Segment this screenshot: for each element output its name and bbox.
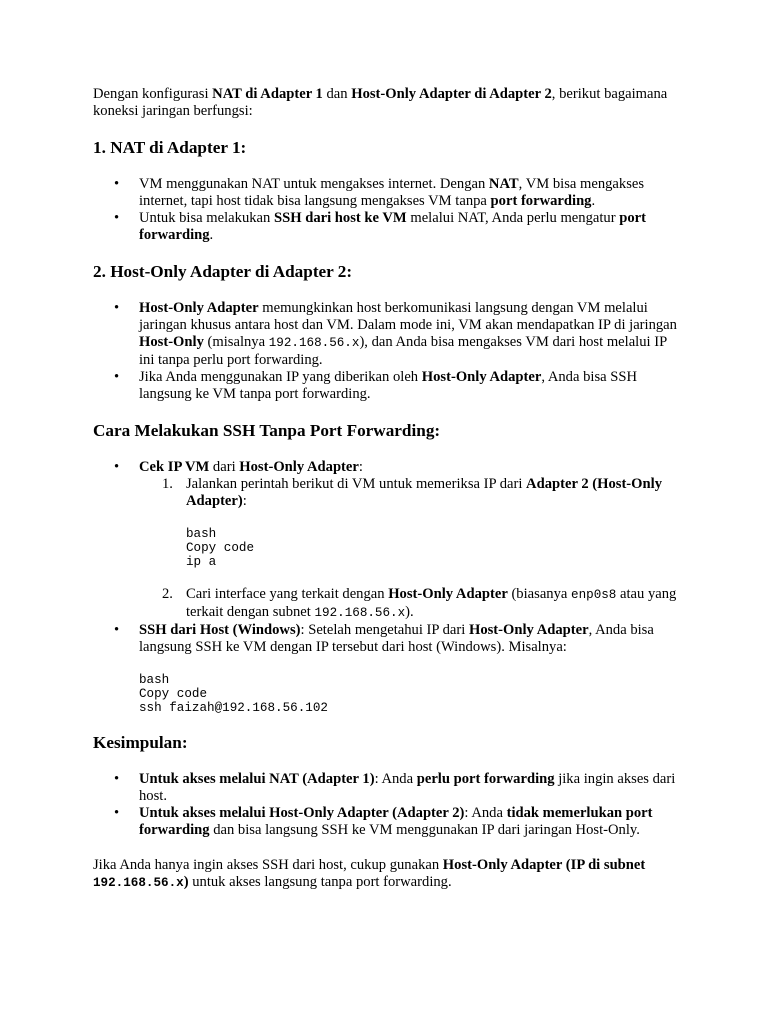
- intro-bold-hostonly: Host-Only Adapter di Adapter 2: [351, 86, 552, 102]
- numbered-step: [162, 586, 683, 622]
- item-bold: Host-Only Adapter: [468, 622, 589, 638]
- item-text: Cari interface yang terkait dengan: [186, 586, 389, 602]
- nat-bullet-list: [93, 176, 683, 244]
- item-bold: perlu port forwarding: [416, 771, 555, 787]
- intro-text-1: Dengan konfigurasi: [93, 86, 213, 102]
- code-block: bash Copy code ssh faizah@192.168.56.102: [139, 673, 328, 715]
- item-text: Jika Anda menggunakan IP yang diberikan oleh: [139, 369, 422, 385]
- document-page: [93, 86, 683, 892]
- item-text: ).: [405, 604, 414, 620]
- item-text: :: [358, 459, 363, 475]
- final-paragraph: [93, 857, 683, 892]
- item-text: (biasanya: [507, 586, 572, 602]
- item-bold: Untuk akses melalui Host-Only Adapter (Adapter 2): [139, 805, 465, 821]
- item-bold: NAT: [488, 176, 519, 192]
- step-number: 1.: [162, 476, 173, 492]
- numbered-steps: [139, 476, 683, 622]
- intro-paragraph: [93, 86, 683, 120]
- list-item: [139, 369, 683, 403]
- item-text: ), dan Anda bisa mengakses VM dari host melalui IP ini tanpa perlu port forwarding.: [139, 334, 667, 368]
- item-bold: Host-Only Adapter: [139, 300, 259, 316]
- code-block: bash Copy code ip a: [186, 527, 255, 569]
- item-text: : Anda: [464, 805, 507, 821]
- item-bold: Adapter 2 (Host-Only Adapter): [186, 476, 662, 509]
- item-bold: Host-Only Adapter: [421, 369, 542, 385]
- item-text: Jalankan perintah berikut di VM untuk memeriksa IP dari: [186, 476, 527, 492]
- section-heading-nat: 1. NAT di Adapter 1:: [93, 138, 247, 157]
- inline-code: enp0s8: [571, 588, 617, 602]
- item-bold: SSH dari host ke VM: [273, 210, 407, 226]
- inline-code: 192.168.56.x: [93, 876, 184, 890]
- list-item: [139, 176, 683, 210]
- item-bold: SSH dari Host (Windows): [139, 622, 301, 638]
- inline-code: 192.168.56.x: [268, 336, 360, 350]
- item-bold: port forwarding: [490, 193, 592, 209]
- step-number: 2.: [162, 586, 173, 602]
- final-text: untuk akses langsung tanpa port forwarding.: [188, 874, 452, 890]
- list-item: [139, 805, 683, 839]
- list-item: [139, 210, 683, 244]
- list-item: [139, 622, 683, 715]
- item-text: : Setelah mengetahui IP dari: [300, 622, 469, 638]
- item-text: .: [209, 227, 214, 243]
- item-text: , Anda bisa SSH langsung ke VM tanpa port forwarding.: [139, 369, 638, 402]
- item-text: VM menggunakan NAT untuk mengakses internet. Dengan: [139, 176, 489, 192]
- item-bold: Host-Only Adapter: [239, 459, 359, 475]
- kesimpulan-bullet-list: [93, 771, 683, 839]
- item-bold: Untuk akses melalui NAT (Adapter 1): [139, 771, 375, 787]
- intro-text-3: , berikut bagaimana koneksi jaringan berfungsi:: [93, 86, 668, 119]
- section-heading-ssh: Cara Melakukan SSH Tanpa Port Forwarding:: [93, 421, 441, 440]
- item-bold: tidak memerlukan port forwarding: [139, 805, 653, 838]
- inline-code: 192.168.56.x: [314, 606, 406, 620]
- item-text: melalui NAT, Anda perlu mengatur: [406, 210, 620, 226]
- hostonly-bullet-list: [93, 300, 683, 403]
- item-text: , Anda bisa langsung SSH ke VM dengan IP tersebut dari host (Windows). Misalnya:: [139, 622, 654, 655]
- final-text: Jika Anda hanya ingin akses SSH dari host, cukup gunakan: [93, 857, 443, 873]
- list-item: [139, 300, 683, 369]
- item-text: dari: [209, 459, 240, 475]
- item-text: memungkinkan host berkomunikasi langsung dengan VM melalui jaringan khusus antara host dan VM. Dalam mode ini, VM akan mendapatkan IP di jaringan: [139, 300, 677, 333]
- list-item: [139, 771, 683, 805]
- item-text: jika ingin akses dari host.: [139, 771, 676, 804]
- item-text: : Anda: [374, 771, 417, 787]
- intro-bold-nat: NAT di Adapter 1: [212, 86, 323, 102]
- section-heading-kesimpulan: Kesimpulan:: [93, 733, 188, 752]
- item-text: :: [242, 493, 247, 509]
- item-text: (misalnya: [203, 334, 269, 350]
- ssh-bullet-list: [93, 459, 683, 715]
- item-text: .: [591, 193, 596, 209]
- list-item: [139, 459, 683, 622]
- item-bold: port forwarding: [139, 210, 646, 243]
- numbered-step: [162, 476, 683, 569]
- item-bold: Host-Only: [139, 334, 204, 350]
- section-heading-hostonly: 2. Host-Only Adapter di Adapter 2:: [93, 262, 353, 281]
- item-bold: Host-Only Adapter: [388, 586, 508, 602]
- item-text: atau yang terkait dengan subnet: [186, 586, 677, 620]
- final-bold-text: Host-Only Adapter (IP di subnet: [442, 857, 646, 873]
- intro-text-2: dan: [322, 86, 352, 102]
- item-bold: Cek IP VM: [139, 459, 210, 475]
- item-text: dan bisa langsung SSH ke VM menggunakan IP dari jaringan Host-Only.: [209, 822, 640, 838]
- item-text: , VM bisa mengakses internet, tapi host tidak bisa langsung mengakses VM tanpa: [139, 176, 645, 209]
- item-text: Untuk bisa melakukan: [139, 210, 274, 226]
- final-bold-text: ): [183, 874, 189, 890]
